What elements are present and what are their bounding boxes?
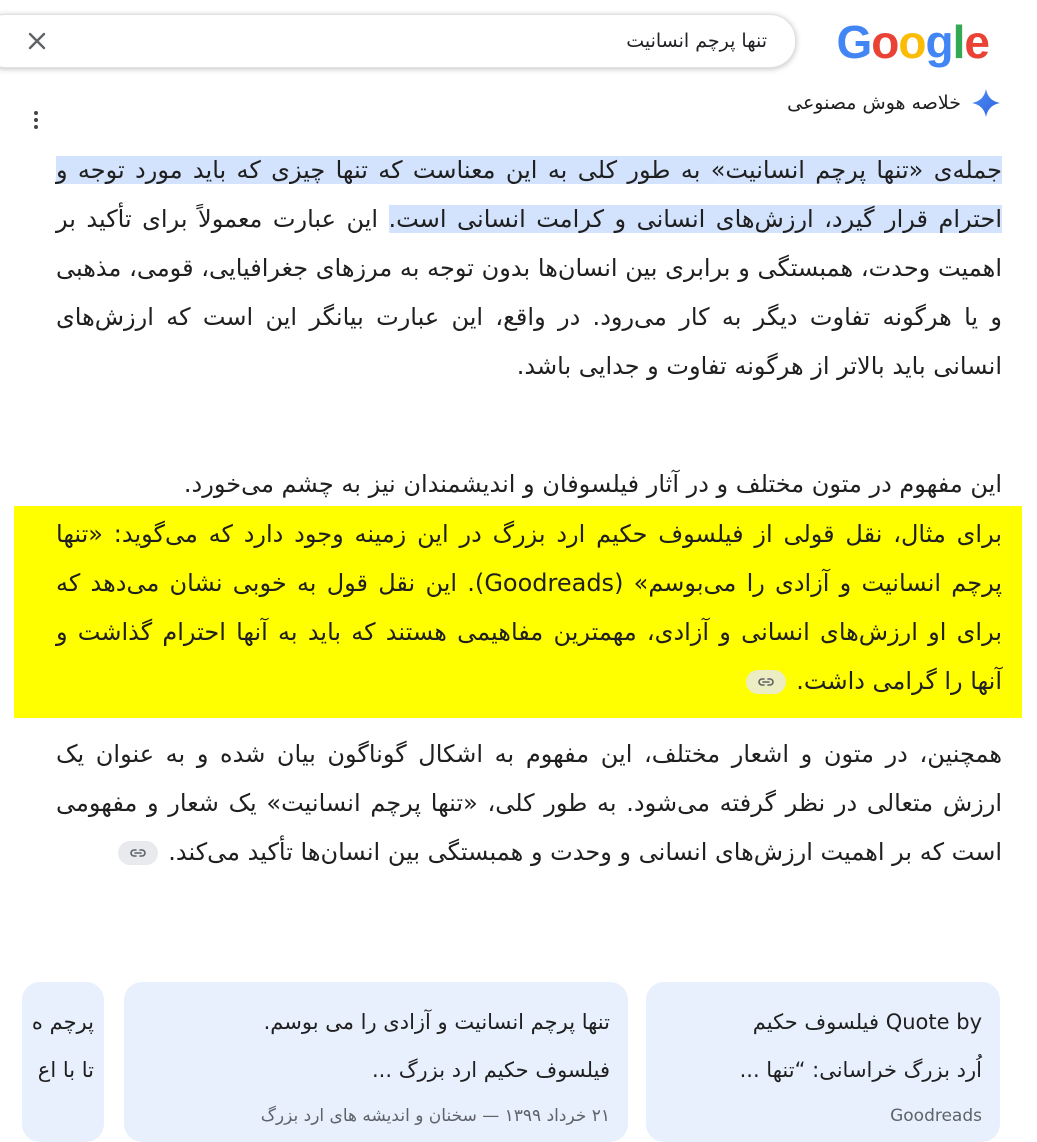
search-query-text[interactable]: تنها پرچم انسانیت [626, 30, 767, 52]
overview-paragraph-2: این مفهوم در متون مختلف و در آثار فیلسوفان و اندیشمندان نیز به چشم می‌خورد. [183, 470, 1002, 498]
sparkle-icon [971, 88, 1001, 118]
ai-overview-title: خلاصه هوش مصنوعی [787, 92, 961, 114]
source-card-snippet: ۲۱ خرداد ۱۳۹۹ — سخنان و اندیشه های ارد بزرگ [260, 1106, 610, 1126]
source-card-title-cont: اُرد بزرگ خراسانی: “تنها ... [739, 1058, 982, 1082]
link-icon [130, 847, 146, 859]
quote-paragraph-text: برای مثال، نقل قولی از فیلسوف حکیم ارد بزرگ در این زمینه وجود دارد که می‌گوید: «تنها پرچم انسانیت و آزادی را می‌بوسم» (Goodreads). این نقل قول به خوبی نشان می‌دهد که برای او ارزش‌های انسانی و آزادی، مهمترین مفاهیمی هستند که باید به آنها احترام گذاشت و آنها را گرامی داشت. [56, 520, 1003, 695]
logo-letter: o [898, 16, 926, 68]
overview-paragraph-quote [56, 510, 1002, 706]
source-card-title: Quote by فیلسوف حکیم [752, 1010, 982, 1034]
source-card[interactable] [22, 982, 104, 1142]
overview-paragraph-1 [56, 146, 1002, 391]
top-bar [0, 0, 1037, 89]
paragraph-3-text: همچنین، در متون و اشعار مختلف، این مفهوم به اشکال گوناگون بیان شده و به عنوان یک ارزش متعالی در نظر گرفته می‌شود. به طور کلی، «تنها پرچم انسانیت» یک شعار و مفهومی است که بر اهمیت ارزش‌های انسانی و وحدت و همبستگی بین انسان‌ها تأکید می‌کند. [56, 740, 1002, 866]
overview-paragraph-3 [56, 730, 1002, 877]
logo-letter: g [925, 16, 953, 68]
logo-letter: e [964, 16, 989, 68]
source-link-chip[interactable] [118, 841, 158, 865]
paragraph-1-rest: این عبارت معمولاً برای تأکید بر اهمیت وحدت، همبستگی و برابری بین انسان‌ها بدون توجه به مرزهای جغرافیایی، قومی، مذهبی و یا هرگونه تفاوت دیگر به کار می‌رود. در واقع، این عبارت بیانگر این است که ارزش‌های انسانی باید بالاتر از هرگونه تفاوت و جدایی باشد. [56, 205, 1002, 380]
ai-overview-header [787, 86, 1001, 120]
logo-letter: l [952, 16, 965, 68]
source-card[interactable] [124, 982, 628, 1142]
source-card-title: تنها پرچم انسانیت و آزادی را می بوسم. [263, 1010, 610, 1034]
source-card[interactable] [646, 982, 1000, 1142]
google-logo[interactable] [837, 14, 989, 70]
more-options-icon[interactable] [26, 108, 46, 132]
highlighted-sentence: جمله‌ی «تنها پرچم انسانیت» به طور کلی به این معناست که تنها چیزی که باید مورد توجه و احترام قرار گیرد، ارزش‌های انسانی و کرامت انسانی است. [56, 156, 1002, 233]
source-card-title-cont: فیلسوف حکیم ارد بزرگ ... [372, 1058, 610, 1082]
logo-letter: o [871, 16, 899, 68]
logo-letter: G [836, 16, 872, 68]
source-card-title-cont: تا با اع [37, 1058, 94, 1082]
source-card-site: Goodreads [890, 1106, 982, 1126]
search-input[interactable] [0, 14, 796, 68]
clear-search-button[interactable] [21, 25, 53, 57]
close-icon [26, 30, 48, 52]
source-link-chip[interactable] [746, 670, 786, 694]
source-card-title: پرچم ه [31, 1010, 94, 1034]
link-icon [758, 676, 774, 688]
